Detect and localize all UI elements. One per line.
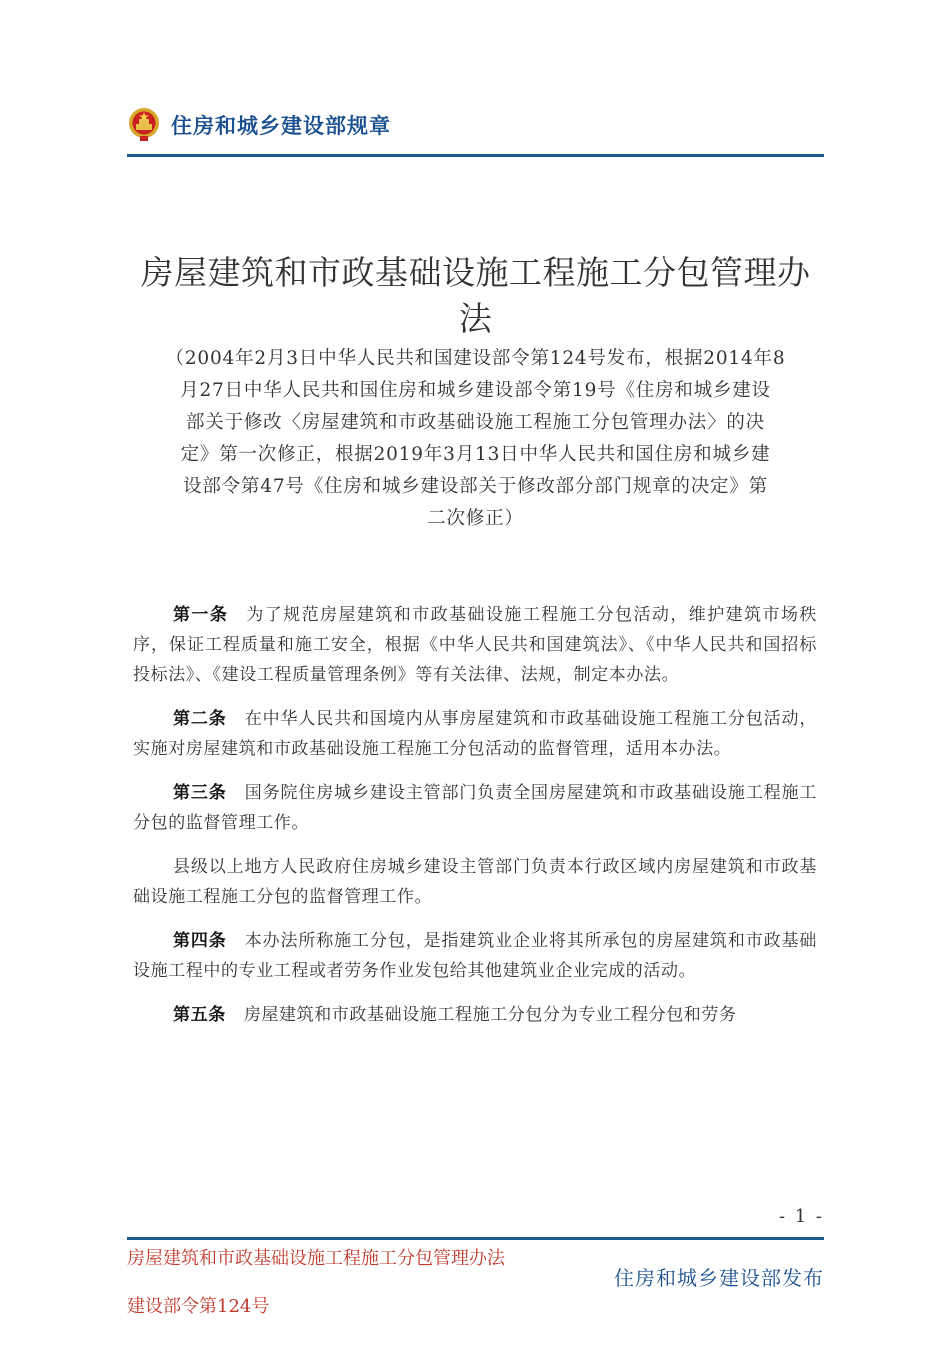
subtitle-line: 设部令第47号《住房和城乡建设部关于修改部分部门规章的决定》第 (183, 476, 768, 497)
subtitle-line: （2004年2月3日中华人民共和国建设部令第124号发布，根据2014年8 (165, 348, 786, 369)
subtitle-line: 定》第一次修正，根据2019年3月13日中华人民共和国住房和城乡建 (180, 444, 771, 465)
article-text: 国务院住房城乡建设主管部门负责全国房屋建筑和市政基础设施工程施工分包的监督管理工作。 (133, 783, 817, 833)
article-label: 第四条 (173, 931, 227, 951)
article-text: 为了规范房屋建筑和市政基础设施工程施工分包活动，维护建筑市场秩序，保证工程质量和施工安全，根据《中华人民共和国建筑法》、《中华人民共和国招标投标法》、《建设工程质量管理条例》等有关法律、法规，制定本办法。 (133, 605, 817, 685)
article-text: 房屋建筑和市政基础设施工程施工分包分为专业工程分包和劳务 (243, 1005, 737, 1025)
footer-divider (127, 1237, 824, 1240)
subtitle-line: 二次修正） (427, 508, 524, 529)
article-paragraph (133, 852, 817, 912)
page-header (127, 104, 827, 148)
article-label: 第三条 (173, 783, 227, 803)
footer-order-number: 建设部令第124号 (127, 1296, 270, 1317)
footer-doc-name: 房屋建筑和市政基础设施工程施工分包管理办法 (127, 1248, 505, 1269)
article-label: 第二条 (173, 709, 227, 729)
document-body (133, 600, 817, 1044)
subtitle-line: 月27日中华人民共和国住房和城乡建设部令第19号《住房和城乡建设 (180, 380, 771, 401)
title-line-1: 房屋建筑和市政基础设施工程施工分包管理办 (140, 253, 811, 292)
footer-publisher: 住房和城乡建设部发布 (614, 1266, 824, 1290)
article-paragraph (133, 600, 817, 690)
article-label: 第五条 (173, 1005, 226, 1025)
header-title: 住房和城乡建设部规章 (171, 114, 391, 138)
article-paragraph (133, 704, 817, 764)
article-text: 县级以上地方人民政府住房城乡建设主管部门负责本行政区域内房屋建筑和市政基础设施工程施工分包的监督管理工作。 (133, 857, 817, 907)
national-emblem-icon (127, 106, 161, 142)
subtitle-line: 部关于修改〈房屋建筑和市政基础设施工程施工分包管理办法〉的决 (185, 412, 765, 433)
document-subtitle (127, 343, 824, 535)
document-title (127, 250, 824, 342)
article-label: 第一条 (173, 605, 229, 625)
article-paragraph (133, 778, 817, 838)
article-paragraph (133, 926, 817, 986)
article-paragraph (133, 1000, 817, 1030)
header-divider (127, 154, 824, 157)
article-text: 本办法所称施工分包，是指建筑业企业将其所承包的房屋建筑和市政基础设施工程中的专业工程或者劳务作业发包给其他建筑业企业完成的活动。 (133, 931, 817, 981)
page-number: - 1 - (778, 1206, 824, 1227)
article-text: 在中华人民共和国境内从事房屋建筑和市政基础设施工程施工分包活动，实施对房屋建筑和市政基础设施工程施工分包活动的监督管理，适用本办法。 (133, 709, 817, 759)
title-line-2: 法 (458, 299, 493, 338)
